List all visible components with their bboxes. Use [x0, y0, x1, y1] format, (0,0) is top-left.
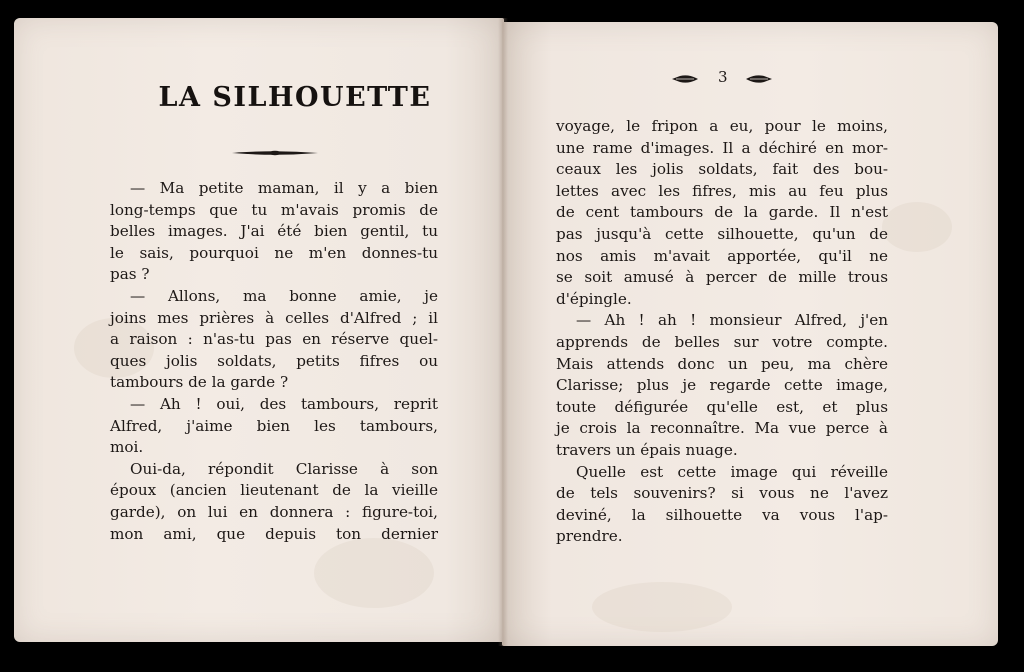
text-line: a raison : n'as-tu pas en réserve quel-	[110, 330, 438, 349]
fleuron-left-icon	[672, 74, 698, 84]
text-line: Oui-da, répondit Clarisse à son	[130, 459, 438, 478]
left-page	[14, 18, 504, 642]
text-line: je crois la reconnaître. Ma vue perce à	[556, 419, 888, 438]
text-line: de tels souvenirs? si vous ne l'avez	[556, 484, 888, 503]
text-line: une rame d'images. Il a déchiré en mor-	[556, 138, 888, 157]
text-line: Alfred, j'aime bien les tambours,	[110, 416, 438, 435]
paper-stain	[314, 538, 434, 608]
text-line: apprends de belles sur votre compte.	[556, 332, 888, 351]
text-line: Quelle est cette image qui réveille	[576, 462, 888, 481]
text-line: toute défigurée qu'elle est, et plus	[556, 397, 888, 416]
text-line: nos amis m'avait apportée, qu'il ne	[556, 246, 888, 265]
text-line: long-temps que tu m'avais promis de	[110, 200, 438, 219]
text-line: pas ?	[110, 265, 150, 284]
text-line: deviné, la silhouette va vous l'ap-	[556, 505, 888, 524]
text-line: ceaux les jolis soldats, fait des bou-	[556, 160, 888, 179]
title-ornament-divider	[232, 148, 318, 158]
text-line: se soit amusé à percer de mille trous	[556, 268, 888, 287]
text-line: lettes avec les fifres, mis au feu plus	[556, 181, 888, 200]
text-line: époux (ancien lieutenant de la vieille	[110, 481, 438, 500]
text-line: prendre.	[556, 527, 623, 546]
text-line: garde), on lui en donnera : figure-toi,	[110, 502, 438, 521]
text-line: de cent tambours de la garde. Il n'est	[556, 203, 888, 222]
text-line: — Ma petite maman, il y a bien	[130, 179, 438, 197]
text-line: voyage, le fripon a eu, pour le moins,	[556, 117, 888, 135]
text-line: Clarisse; plus je regarde cette image,	[556, 376, 888, 395]
text-line: — Ah ! oui, des tambours, reprit	[130, 394, 438, 413]
left-page-text	[110, 178, 438, 545]
book-gutter	[498, 18, 508, 646]
text-line: ques jolis soldats, petits fifres ou	[110, 351, 438, 370]
text-line: — Allons, ma bonne amie, je	[130, 286, 438, 305]
text-line: moi.	[110, 438, 144, 457]
text-line: tambours de la garde ?	[110, 373, 289, 392]
text-line: — Ah ! ah ! monsieur Alfred, j'en	[576, 311, 888, 330]
paper-stain	[882, 202, 952, 252]
text-line: le sais, pourquoi ne m'en donnes-tu	[110, 243, 438, 262]
text-line: mon ami, que depuis ton dernier	[110, 524, 438, 543]
page-number: 3	[718, 68, 728, 86]
text-line: d'épingle.	[556, 289, 632, 308]
right-page-text	[556, 116, 888, 548]
page-title: LA SILHOUETTE	[158, 82, 432, 113]
paper-stain	[592, 582, 732, 632]
text-line: belles images. J'ai été bien gentil, tu	[110, 222, 438, 241]
text-line: joins mes prières à celles d'Alfred ; il	[110, 308, 438, 327]
text-line: pas jusqu'à cette silhouette, qu'un de	[556, 224, 888, 243]
fleuron-right-icon	[746, 74, 772, 84]
text-line: travers un épais nuage.	[556, 440, 738, 459]
page-header	[660, 68, 790, 92]
text-line: Mais attends donc un peu, ma chère	[556, 354, 888, 373]
